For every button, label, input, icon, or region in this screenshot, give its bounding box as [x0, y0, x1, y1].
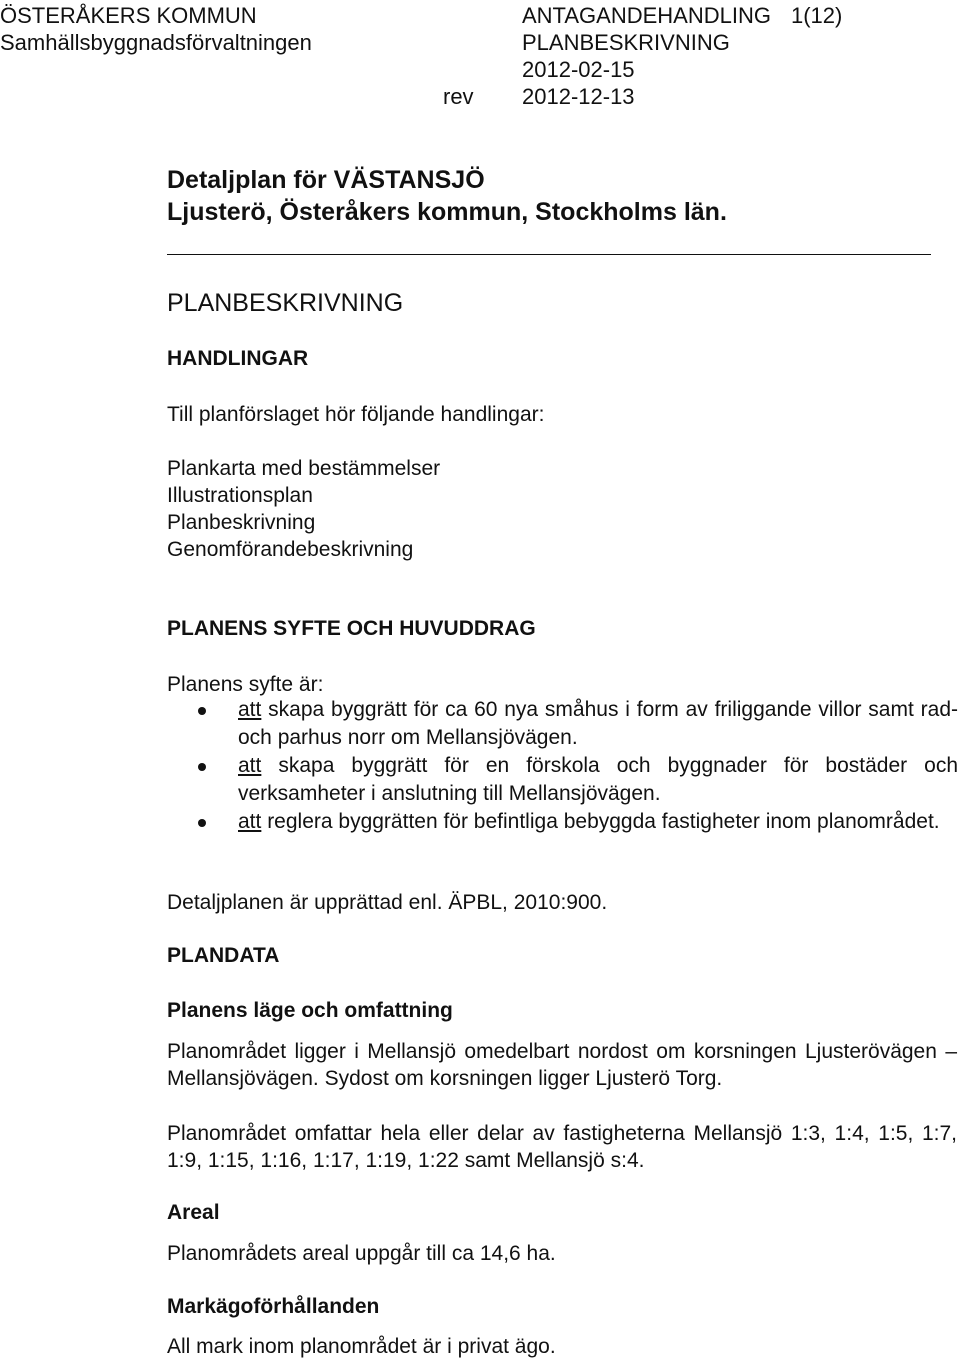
bullet-icon	[198, 763, 206, 771]
areal-heading: Areal	[167, 1201, 220, 1224]
syfte-intro: Planens syfte är:	[167, 673, 324, 696]
markagoforhallanden-text: All mark inom planområdet är i privat ägo.	[167, 1335, 556, 1358]
document-date: 2012-02-15	[522, 57, 635, 82]
list-item: Plankarta med bestämmelser	[167, 457, 441, 480]
list-item: Planbeskrivning	[167, 511, 316, 534]
document-type: PLANBESKRIVNING	[522, 30, 730, 55]
list-item: Illustrationsplan	[167, 484, 313, 507]
areal-text: Planområdets areal uppgår till ca 14,6 ha.	[167, 1242, 556, 1265]
handlingar-heading: HANDLINGAR	[167, 347, 309, 370]
syfte-bullet-list	[198, 696, 958, 836]
bullet-item: att reglera byggrätten för befintliga bebyggda fastigheter inom planområdet.	[198, 808, 958, 836]
plan-subtitle: Ljusterö, Österåkers kommun, Stockholms län.	[167, 198, 727, 226]
lage-paragraph-2: Planområdet omfattar hela eller delar av fastigheterna Mellansjö 1:3, 1:4, 1:5, 1:7, 1:9, 1:15, 1:16, 1:17, 1:19, 1:22 samt Mellansjö s:4.	[167, 1122, 957, 1172]
bullet-icon	[198, 707, 206, 715]
plan-title: Detaljplan för VÄSTANSJÖ	[167, 166, 485, 194]
markagoforhallanden-heading: Markägoförhållanden	[167, 1295, 380, 1318]
handlingar-intro: Till planförslaget hör följande handlingar:	[167, 403, 545, 426]
title-divider	[167, 254, 931, 255]
legal-basis-note: Detaljplanen är upprättad enl. ÄPBL, 2010:900.	[167, 891, 608, 914]
lage-heading: Planens läge och omfattning	[167, 999, 453, 1022]
bullet-item: att skapa byggrätt för ca 60 nya småhus i form av friliggande villor samt rad- och parhus norr om Mellansjövägen.	[198, 696, 958, 752]
revision-label: rev	[443, 84, 474, 109]
department-name: Samhällsbyggnadsförvaltningen	[0, 30, 312, 55]
lage-paragraph-1: Planområdet ligger i Mellansjö omedelbart nordost om korsningen Ljusterövägen – Mellansjövägen. Sydost om korsningen ligger Ljusterö Torg.	[167, 1040, 957, 1090]
bullet-icon	[198, 819, 206, 827]
plandata-heading: PLANDATA	[167, 944, 280, 967]
document-status: ANTAGANDEHANDLING	[522, 3, 771, 28]
revision-date: 2012-12-13	[522, 84, 635, 109]
org-name: ÖSTERÅKERS KOMMUN	[0, 3, 257, 28]
section-title: PLANBESKRIVNING	[167, 289, 404, 317]
syfte-heading: PLANENS SYFTE OCH HUVUDDRAG	[167, 617, 536, 640]
bullet-item: att skapa byggrätt för en förskola och byggnader för bostäder och verksamheter i anslutning till Mellansjövägen.	[198, 752, 958, 808]
page-number: 1(12)	[791, 3, 843, 28]
list-item: Genomförandebeskrivning	[167, 538, 414, 561]
